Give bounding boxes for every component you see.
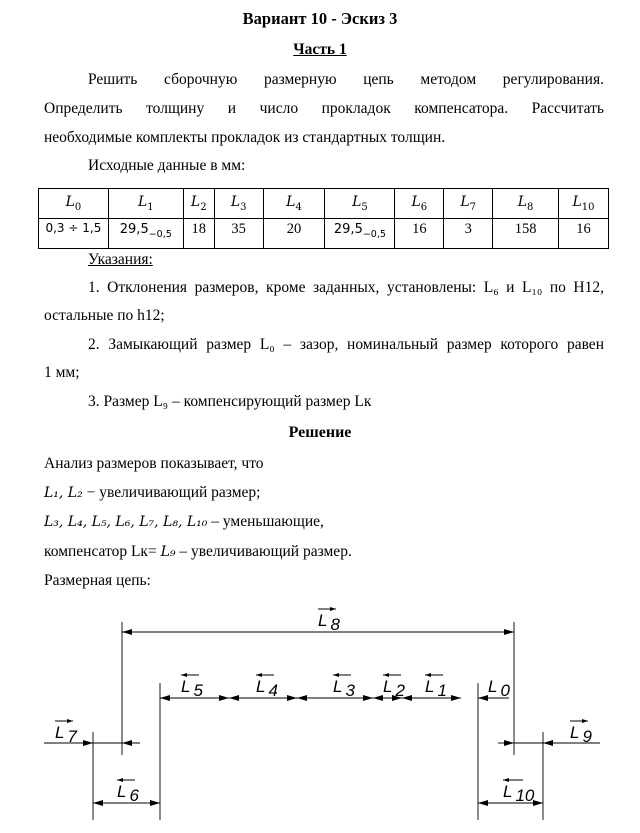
decreasing-text: – уменьшающие, — [207, 513, 324, 530]
table-value-cell: 35 — [214, 219, 263, 249]
solution-intro: Анализ размеров показывает, что — [44, 455, 264, 472]
dimension-label-l2: L 2 — [383, 677, 405, 700]
chain-label: Размерная цепь: — [44, 572, 151, 589]
task-line-2: Определить толщину и число прокладок компенсатора. Рассчитать — [44, 100, 604, 117]
table-header-cell: $L_2$ — [183, 189, 214, 219]
compensator-text-b: – увеличивающий размер. — [175, 543, 352, 560]
table-value-cell: 18 — [183, 219, 214, 249]
table-value-cell: 158 — [493, 219, 559, 249]
note-line-1: 1. Отклонения размеров, кроме заданных, установлены: L₆ и L₁₀ по H12, — [88, 279, 604, 296]
note-line-4: 1 мм; — [44, 364, 80, 381]
note-line-2: остальные по h12; — [44, 307, 165, 324]
dimension-label-l8: L 8 — [318, 611, 340, 634]
table-value-cell: 3 — [444, 219, 493, 249]
input-label: Исходные данные в мм: — [88, 157, 246, 174]
increasing-math: L₁, L₂ — [44, 485, 83, 501]
part-heading: Часть 1 — [293, 41, 347, 58]
task-line-3: необходимые комплекты прокладок из стандартных толщин. — [44, 129, 446, 146]
table-value-cell: 20 — [263, 219, 325, 249]
compensator-text-a: компенсатор Lк= — [44, 543, 161, 560]
dimension-label-l7: L 7 — [55, 723, 77, 746]
table-header-cell: $L_{10}$ — [559, 189, 609, 219]
table-header-cell: $L_4$ — [263, 189, 325, 219]
solution-heading: Решение — [288, 424, 352, 441]
note-line-3: 2. Замыкающий размер L₀ – зазор, номинальный размер которого равен — [88, 336, 604, 353]
task-line-1: Решить сборочную размерную цепь методом регулирования. — [88, 71, 604, 88]
table-header-cell: $L_3$ — [214, 189, 263, 219]
document-title: Вариант 10 - Эскиз 3 — [242, 9, 398, 28]
table-header-cell: $L_0$ — [39, 189, 109, 219]
table-header-cell: $L_5$ — [325, 189, 395, 219]
table-value-cell: 16 — [395, 219, 444, 249]
increasing-text: − увеличивающий размер; — [82, 484, 261, 501]
dimension-label-l0: L 0 — [488, 677, 510, 700]
decreasing-math: L₃, L₄, L₅, L₆, L₇, L₈, L₁₀ — [44, 514, 208, 530]
dimension-label-l6: L 6 — [117, 782, 139, 805]
table-value-cell: $29,5_{-0,5}$ — [108, 219, 183, 249]
dimension-label-l3: L 3 — [333, 677, 355, 700]
dimension-label-l10: L 10 — [503, 782, 535, 805]
table-header-cell: $L_6$ — [395, 189, 444, 219]
dimension-label-l9: L 9 — [570, 723, 592, 746]
dimension-label-l1: L 1 — [425, 677, 447, 700]
compensator-math: L₉ — [160, 544, 176, 560]
note-line-5: 3. Размер L₉ – компенсирующий размер Lк — [88, 393, 372, 410]
table-value-cell: 16 — [559, 219, 609, 249]
dimension-label-l4: L 4 — [256, 677, 278, 700]
table-value-cell: $29,5_{-0,5}$ — [325, 219, 395, 249]
table-header-cell: $L_7$ — [444, 189, 493, 219]
notes-heading: Указания: — [88, 251, 153, 268]
dimension-label-l5: L 5 — [181, 677, 203, 700]
table-header-cell: $L_1$ — [108, 189, 183, 219]
table-header-cell: $L_8$ — [493, 189, 559, 219]
table-value-cell: 0,3 ÷ 1,5 — [39, 219, 109, 249]
